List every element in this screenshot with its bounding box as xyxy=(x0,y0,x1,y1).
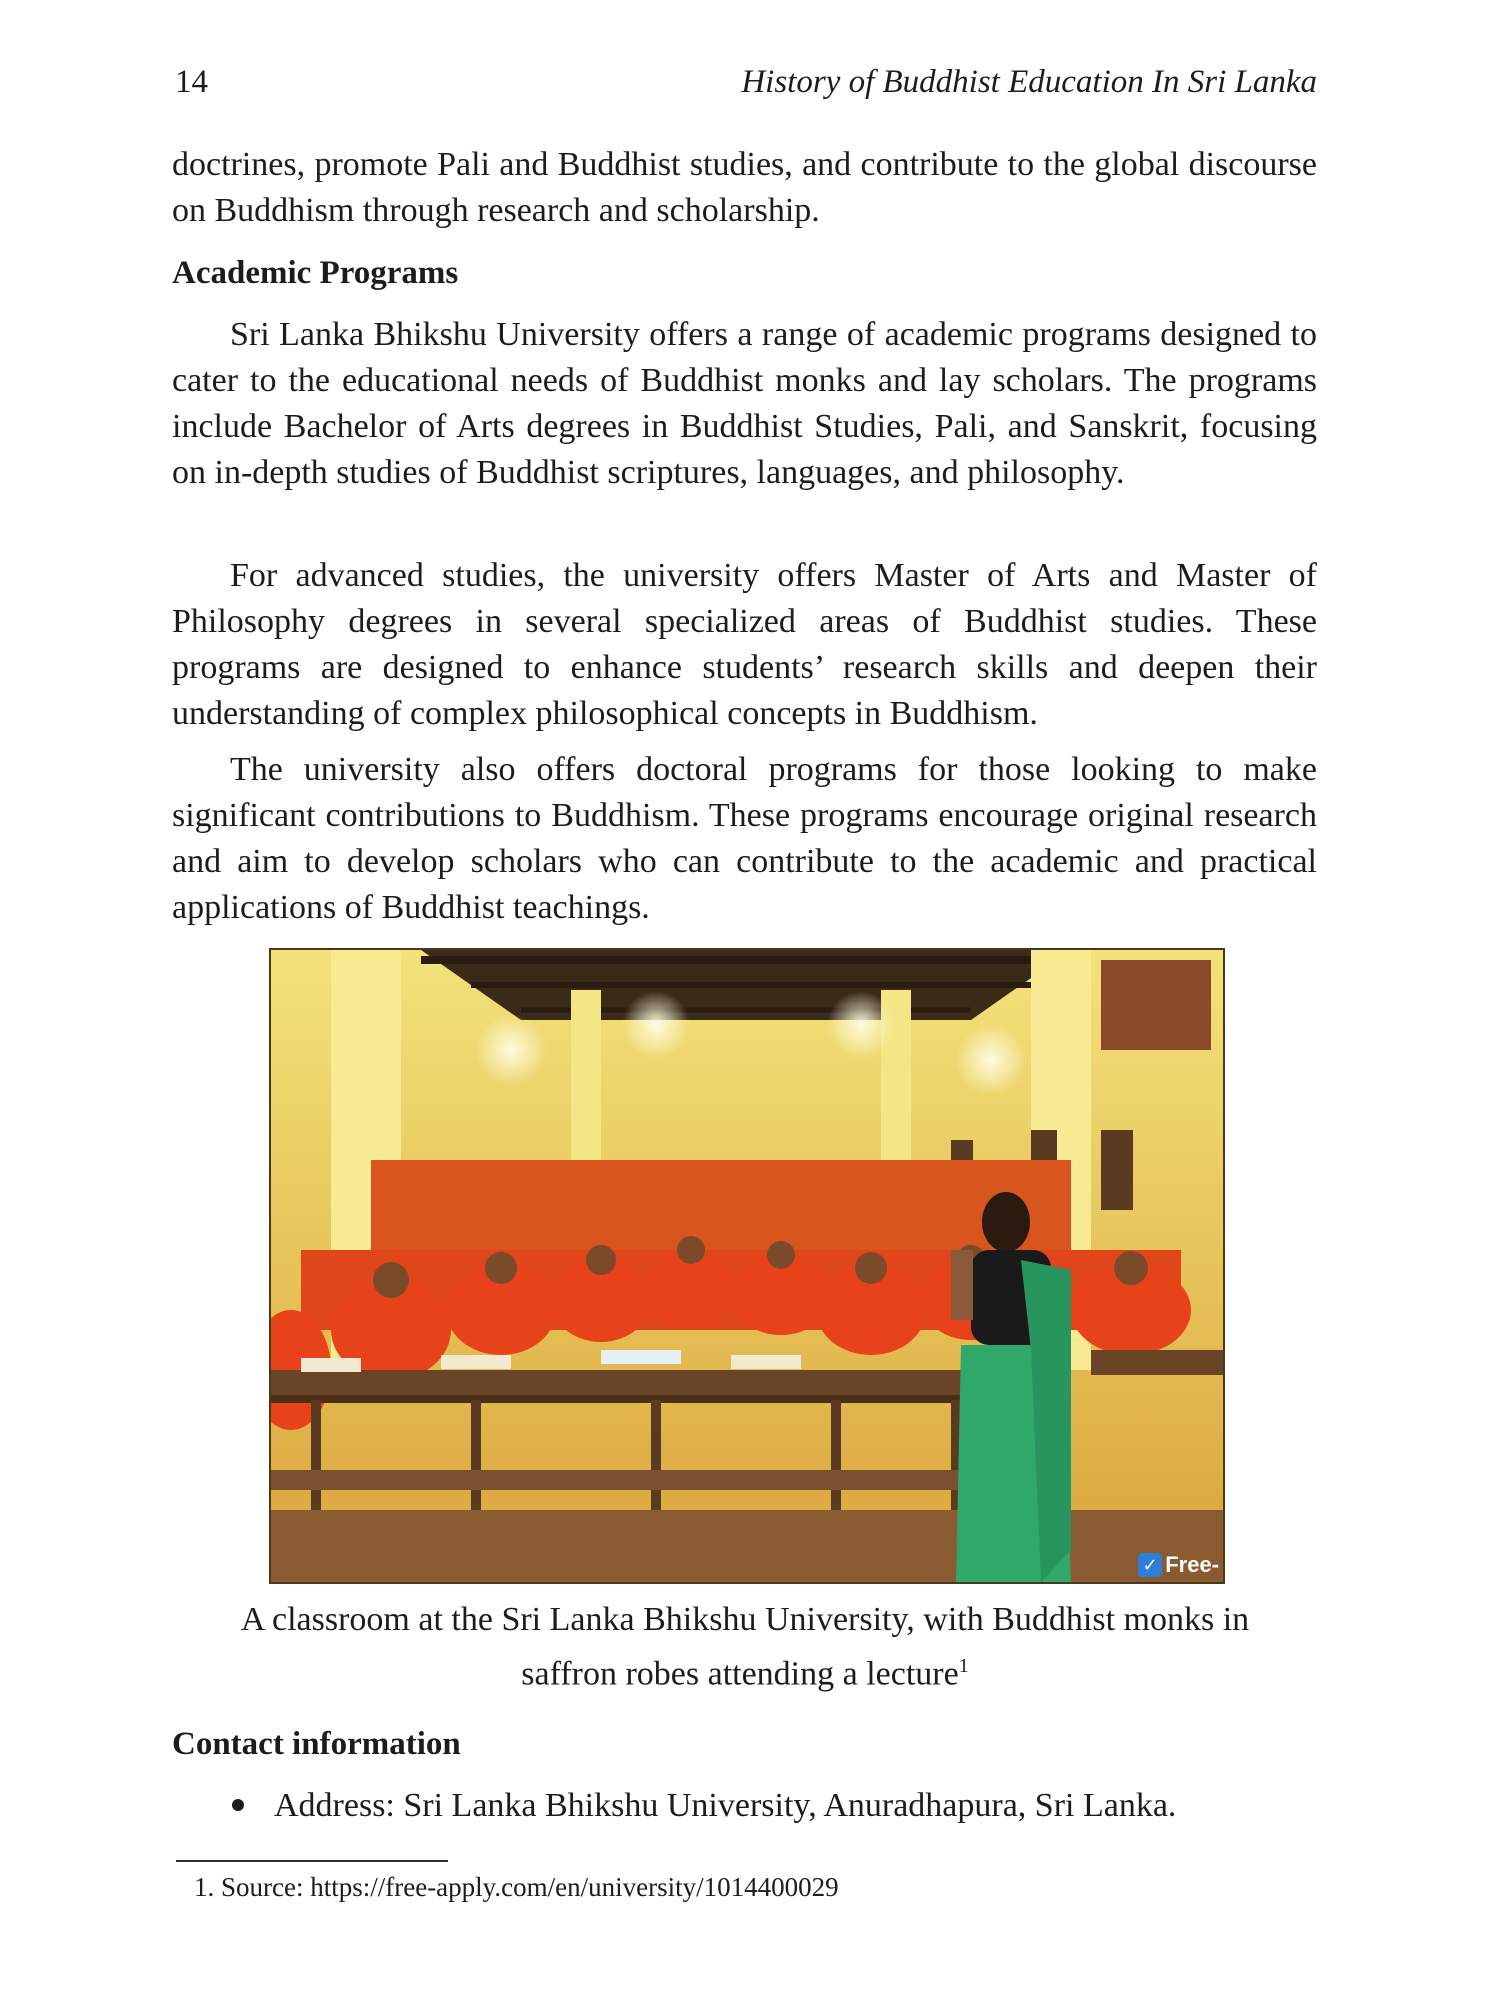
caption-footnote-mark: 1 xyxy=(958,1655,969,1677)
classroom-photo xyxy=(269,948,1225,1584)
figure-caption xyxy=(200,1597,1290,1697)
classroom-photo-illustration xyxy=(271,950,1223,1582)
figure-caption-text: A classroom at the Sri Lanka Bhikshu University, with Buddhist monks in saffron robes attending a lecture xyxy=(240,1601,1250,1693)
paragraph-masters-programs: For advanced studies, the university offers Master of Arts and Master of Philosophy degrees in several specialized areas of Buddhist studies. These programs are designed to enhance students’ research skills and deepen their understanding of complex philosophical concepts in Buddhism. xyxy=(172,557,1317,732)
contact-address-text: Address: Sri Lanka Bhikshu University, Anuradhapura, Sri Lanka. xyxy=(274,1787,1177,1824)
paragraph-bachelor-programs: Sri Lanka Bhikshu University offers a range of academic programs designed to cater to the educational needs of Buddhist monks and lay scholars. The programs include Bachelor of Arts degrees in Buddhist Studies, Pali, and Sanskrit, focusing on in-depth studies of Buddhist scriptures, languages, and philosophy. xyxy=(172,316,1317,491)
checkmark-icon: ✓ xyxy=(1138,1553,1162,1577)
contact-address-item xyxy=(232,1783,1176,1829)
footnote-source: 1. Source: https://free-apply.com/en/university/1014400029 xyxy=(194,1872,839,1902)
paragraph-doctoral-programs: The university also offers doctoral programs for those looking to make significant contributions to Buddhism. These programs encourage original research and aim to develop scholars who can contribute to the academic and practical applications of Buddhist teachings. xyxy=(172,751,1317,926)
page-number: 14 xyxy=(175,64,208,100)
paragraph-intro-continuation: doctrines, promote Pali and Buddhist studies, and contribute to the global discourse on Buddhism through research and scholarship. xyxy=(172,146,1317,229)
running-title: History of Buddhist Education In Sri Lanka xyxy=(741,64,1317,100)
heading-academic-programs: Academic Programs xyxy=(172,255,459,291)
watermark-badge xyxy=(1138,1552,1219,1578)
watermark-text: Free- xyxy=(1165,1552,1219,1577)
heading-contact-information: Contact information xyxy=(172,1726,461,1762)
bullet-icon xyxy=(232,1799,244,1811)
footnote-rule xyxy=(176,1860,448,1862)
